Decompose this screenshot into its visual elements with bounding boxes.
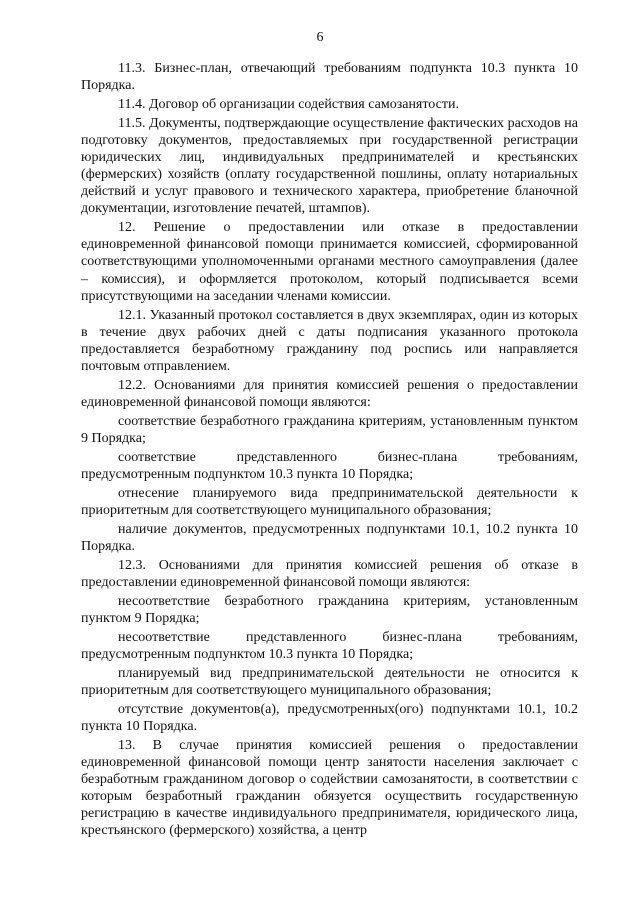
paragraph-12: 12. Решение о предоставлении или отказе в предоставлении единовременной финансовой помощи принимается комиссией, сформированной соответствующими уполномоченными органами местного самоуправления (далее – комиссия), и оформляется протоколом, который подписывается всеми присутствующими на заседании членами комиссии. — [81, 220, 578, 304]
list-item-12-3-d: отсутствие документов(а), предусмотренных(ого) подпунктами 10.1, 10.2 пункта 10 Порядка. — [81, 701, 578, 734]
list-item-12-3-c: планируемый вид предпринимательской деятельности не относится к приоритетным для соответствующего муниципального образования; — [81, 665, 578, 698]
list-item-12-2-d: наличие документов, предусмотренных подпунктами 10.1, 10.2 пункта 10 Порядка. — [81, 521, 578, 554]
list-item-12-3-a: несоответствие безработного гражданина критериям, установленным пунктом 9 Порядка; — [81, 593, 578, 626]
list-item-12-3-b: несоответствие представленного бизнес-плана требованиям, предусмотренным подпунктом 10.3 пункта 10 Порядка; — [81, 629, 578, 662]
paragraph-11-3: 11.3. Бизнес-план, отвечающий требованиям подпункта 10.3 пункта 10 Порядка. — [81, 61, 578, 94]
page-number: 6 — [316, 30, 324, 45]
document-body — [81, 60, 578, 841]
list-item-12-2-b: соответствие представленного бизнес-плана требованиям, предусмотренным подпунктом 10.3 пункта 10 Порядка; — [81, 449, 578, 482]
list-item-12-2-c: отнесение планируемого вида предпринимательской деятельности к приоритетным для соответствующего муниципального образования; — [81, 485, 578, 518]
paragraph-11-4: 11.4. Договор об организации содействия самозанятости. — [118, 96, 459, 112]
list-item-12-2-a: соответствие безработного гражданина критериям, установленным пунктом 9 Порядка; — [81, 413, 578, 446]
paragraph-12-2: 12.2. Основаниями для принятия комиссией решения о предоставлении единовременной финансовой помощи являются: — [81, 377, 578, 410]
paragraph-13: 13. В случае принятия комиссией решения о предоставлении единовременной финансовой помощи центр занятости населения заключает с безработным гражданином договор о содействии самозанятости, в соответствии с которым безработный гражданин обязуется осуществить государственную регистрацию в качестве индивидуального предпринимателя, юридического лица, крестьянского (фермерского) хозяйства, а центр — [81, 737, 578, 838]
paragraph-12-1: 12.1. Указанный протокол составляется в двух экземплярах, один из которых в течение двух рабочих дней с даты подписания указанного протокола предоставляется безработному гражданину под роспись или направляется почтовым отправлением. — [81, 307, 578, 374]
paragraph-12-3: 12.3. Основаниями для принятия комиссией решения об отказе в предоставлении единовременной финансовой помощи являются: — [81, 557, 578, 590]
paragraph-11-5: 11.5. Документы, подтверждающие осуществление фактических расходов на подготовку документов, предоставляемых при государственной регистрации юридических лиц, индивидуальных предпринимателей и крестьянских (фермерских) хозяйств (оплату государственной пошлины, оплату нотариальных действий и услуг правового и технического характера, приобретение бланочной документации, изготовление печатей, штампов). — [81, 115, 578, 217]
